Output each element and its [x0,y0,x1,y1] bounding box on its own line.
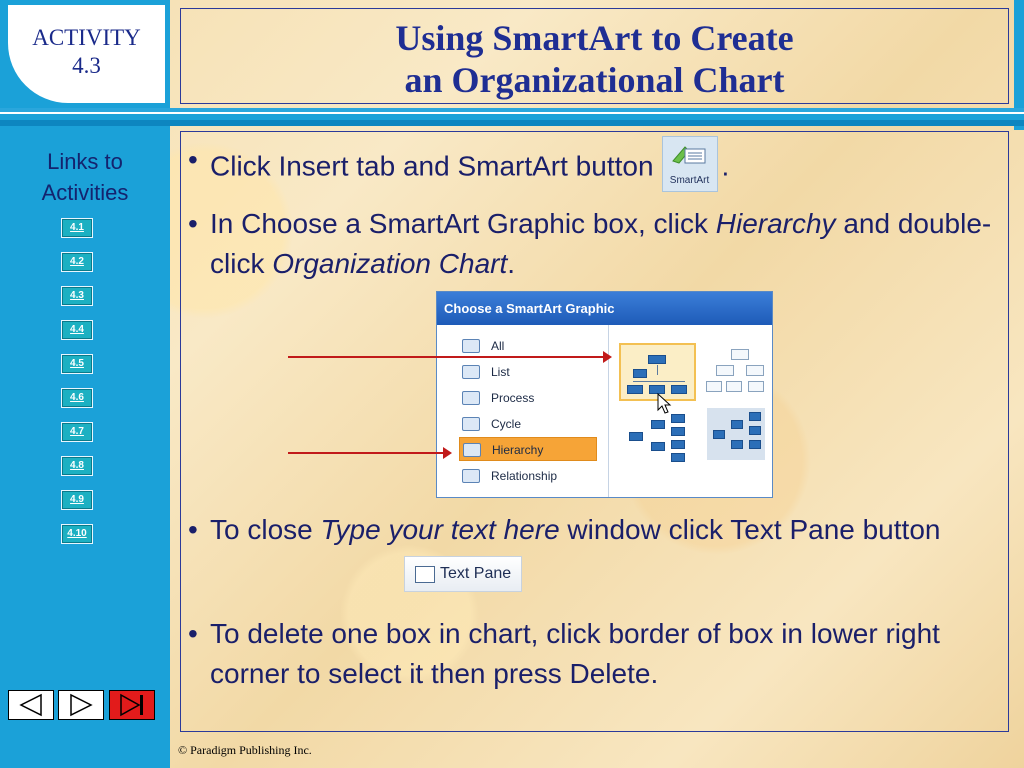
org-box [746,365,764,376]
org-connector [633,381,685,382]
org-box [629,432,643,441]
all-icon [462,339,480,353]
activity-badge [8,5,165,103]
mouse-pointer-icon [657,393,673,415]
text-pane-button [404,556,522,592]
org-box [671,453,685,462]
org-box [716,365,734,376]
org-box [671,414,685,423]
bullet-2 [188,204,1006,284]
org-box [749,412,761,421]
org-box [731,420,743,429]
bullet-1-text: Click Insert tab and SmartArt button [210,150,654,182]
bullet-dot: • [188,514,198,545]
org-box [627,385,643,394]
horizontal-hierarchy-thumbnail[interactable] [627,412,689,466]
org-box [749,440,761,449]
bullet-2-pre: In Choose a SmartArt Graphic box, click [210,208,716,239]
category-cycle[interactable] [459,412,597,436]
bullet-dot: • [188,618,198,649]
slide-title [180,8,1009,104]
title-line-2: an Organizational Chart [404,60,785,100]
category-label: Cycle [491,417,522,431]
activity-label: ACTIVITY [32,25,141,50]
link-activity-4-9[interactable]: 4.9 [61,490,93,510]
links-heading-line-2: Activities [41,180,129,205]
bullet-2-end: . [507,248,516,279]
category-list [437,325,609,498]
org-box [671,440,685,449]
previous-slide-button[interactable] [8,690,54,720]
org-box [651,420,665,429]
category-all[interactable] [459,334,597,358]
links-heading-line-1: Links to [47,149,123,174]
org-box [671,427,685,436]
list-icon [462,365,480,379]
bullet-dot: • [188,208,198,239]
process-icon [462,391,480,405]
next-slide-button[interactable] [58,690,104,720]
bullet-dot: • [188,144,198,175]
relationship-icon [462,469,480,483]
org-box [648,355,666,364]
copyright-footer: © Paradigm Publishing Inc. [178,743,312,757]
text-pane-label: Text Pane [440,565,512,582]
activity-number: 4.3 [72,53,101,78]
bullet-3-italic: Type your text here [320,514,560,545]
hierarchy-thumbnail-2[interactable] [702,343,772,401]
link-activity-4-8[interactable]: 4.8 [61,456,93,476]
triangle-right-icon [59,691,103,719]
triangle-left-icon [9,691,53,719]
org-box [749,426,761,435]
link-activity-4-10[interactable]: 4.10 [61,524,93,544]
category-hierarchy[interactable] [459,437,597,461]
link-activity-4-1[interactable]: 4.1 [61,218,93,238]
arrow-to-hierarchy [288,452,450,454]
org-box [726,381,742,392]
org-box [706,381,722,392]
category-label: List [491,365,510,379]
bullet-3 [188,510,1006,550]
bullet-4 [188,614,1006,694]
bullet-2-hierarchy: Hierarchy [715,208,836,239]
skip-end-icon [110,691,154,719]
category-label: Hierarchy [492,443,544,457]
org-box [651,442,665,451]
link-activity-4-6[interactable]: 4.6 [61,388,93,408]
links-heading [0,146,170,208]
category-process[interactable] [459,386,597,410]
category-label: All [491,339,505,353]
bullet-4-text: To delete one box in chart, click border of box in lower right corner to select it then press Delete. [210,618,940,689]
category-relationship[interactable] [459,464,597,488]
bullet-3-pre: To close [210,514,321,545]
org-box [671,385,687,394]
text-pane-icon [415,566,435,583]
org-box [731,349,749,360]
category-list-item[interactable] [459,360,597,384]
link-activity-4-4[interactable]: 4.4 [61,320,93,340]
link-activity-4-3[interactable]: 4.3 [61,286,93,306]
org-box [633,369,647,378]
bullet-3-post: window click Text Pane button [559,514,941,545]
smartart-icon-label: SmartArt [669,175,710,186]
bullet-2-mid: and double-click [210,208,992,279]
header-stripe [0,108,1024,126]
org-box [731,440,743,449]
org-box [713,430,725,439]
link-activity-4-5[interactable]: 4.5 [61,354,93,374]
bullet-2-org-chart: Organization Chart [272,248,508,279]
choose-smartart-dialog [436,291,773,498]
cycle-icon [462,417,480,431]
smartart-button-icon [662,136,718,192]
labeled-hierarchy-thumbnail[interactable] [707,408,765,460]
link-activity-4-2[interactable]: 4.2 [61,252,93,272]
dialog-title: Choose a SmartArt Graphic [437,292,773,325]
org-connector [657,365,658,375]
smartart-graphic-icon [663,137,719,177]
org-box [748,381,764,392]
bullet-1-end: . [721,150,730,182]
title-line-1: Using SmartArt to Create [395,18,794,58]
end-show-button[interactable] [109,690,155,720]
link-activity-4-7[interactable]: 4.7 [61,422,93,442]
hierarchy-icon [463,443,481,457]
category-label: Process [491,391,535,405]
arrow-to-organization-chart [288,356,610,358]
bullet-1 [188,140,1006,196]
category-label: Relationship [491,469,558,483]
